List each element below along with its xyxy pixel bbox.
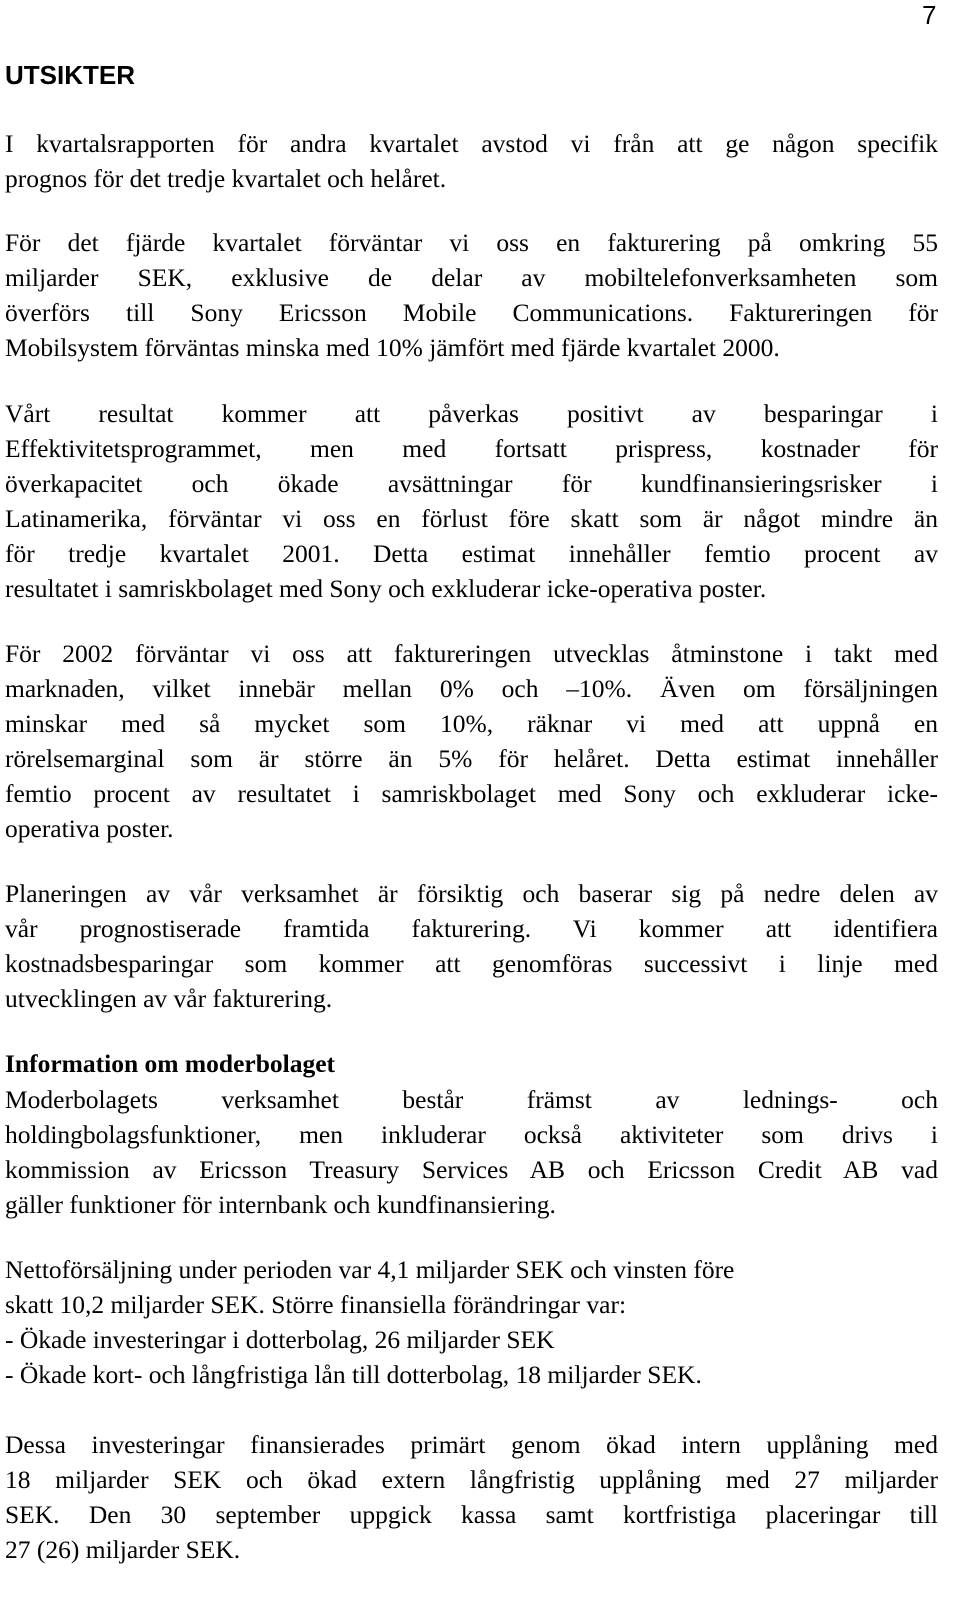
list-item: - Ökade kort- och långfristiga lån till dotterbolag, 18 miljarder SEK. xyxy=(5,1360,702,1389)
text-line: resultatet i samriskbolaget med Sony och exkluderar icke-operativa poster. xyxy=(5,574,767,603)
text-line: utvecklingen av vår fakturering. xyxy=(5,984,333,1013)
text-line: Dessa investeringar finansierades primärt genom ökad intern upplåning med xyxy=(5,1430,938,1459)
text-line: gäller funktioner för internbank och kundfinansiering. xyxy=(5,1190,556,1219)
text-line: För det fjärde kvartalet förväntar vi oss en fakturering på omkring 55 xyxy=(5,228,938,257)
paragraph-3 xyxy=(5,396,938,606)
text-line: 27 (26) miljarder SEK. xyxy=(5,1535,241,1564)
paragraph-2 xyxy=(5,225,938,365)
text-line: kommission av Ericsson Treasury Services AB och Ericsson Credit AB vad xyxy=(5,1155,938,1184)
text-line: holdingbolagsfunktioner, men inkluderar också aktiviteter som drivs i xyxy=(5,1120,938,1149)
paragraph-6 xyxy=(5,1082,938,1222)
text-line: marknaden, vilket innebär mellan 0% och –10%. Även om försäljningen xyxy=(5,674,938,703)
text-line: överkapacitet och ökade avsättningar för kundfinansieringsrisker i xyxy=(5,469,938,498)
text-line: I kvartalsrapporten för andra kvartalet avstod vi från att ge någon specifik xyxy=(5,129,938,158)
text-line: operativa poster. xyxy=(5,814,174,843)
paragraph-4 xyxy=(5,636,938,846)
paragraph-7 xyxy=(5,1252,734,1392)
text-line: miljarder SEK, exklusive de delar av mobiltelefonverksamheten som xyxy=(5,263,938,292)
text-line: vår prognostiserade framtida fakturering. Vi kommer att identifiera xyxy=(5,914,938,943)
text-line: rörelsemarginal som är större än 5% för helåret. Detta estimat innehåller xyxy=(5,744,938,773)
paragraph-5 xyxy=(5,876,938,1016)
page-number: 7 xyxy=(922,0,937,30)
paragraph-8 xyxy=(5,1427,938,1567)
text-line: kostnadsbesparingar som kommer att genomföras successivt i linje med xyxy=(5,949,938,978)
text-line: Mobilsystem förväntas minska med 10% jämfört med fjärde kvartalet 2000. xyxy=(5,333,780,362)
text-line: SEK. Den 30 september uppgick kassa samt kortfristiga placeringar till xyxy=(5,1500,938,1529)
text-line: För 2002 förväntar vi oss att faktureringen utvecklas åtminstone i takt med xyxy=(5,639,938,668)
text-line: Vårt resultat kommer att påverkas positivt av besparingar i xyxy=(5,399,938,428)
text-line: skatt 10,2 miljarder SEK. Större finansiella förändringar var: xyxy=(5,1290,627,1319)
subheading: Information om moderbolaget xyxy=(5,1049,336,1078)
section-heading: UTSIKTER xyxy=(5,60,135,90)
list-item: - Ökade investeringar i dotterbolag, 26 miljarder SEK xyxy=(5,1325,555,1354)
text-line: Latinamerika, förväntar vi oss en förlust före skatt som är något mindre än xyxy=(5,504,938,533)
text-line: Nettoförsäljning under perioden var 4,1 miljarder SEK och vinsten före xyxy=(5,1255,735,1284)
text-line: för tredje kvartalet 2001. Detta estimat innehåller femtio procent av xyxy=(5,539,938,568)
text-line: femtio procent av resultatet i samriskbolaget med Sony och exkluderar icke- xyxy=(5,779,938,808)
paragraph-1 xyxy=(5,126,938,196)
text-line: prognos för det tredje kvartalet och helåret. xyxy=(5,164,447,193)
text-line: minskar med så mycket som 10%, räknar vi med att uppnå en xyxy=(5,709,938,738)
text-line: Effektivitetsprogrammet, men med fortsatt prispress, kostnader för xyxy=(5,434,938,463)
text-line: Moderbolagets verksamhet består främst av lednings- och xyxy=(5,1085,938,1114)
text-line: Planeringen av vår verksamhet är försiktig och baserar sig på nedre delen av xyxy=(5,879,938,908)
text-line: överförs till Sony Ericsson Mobile Communications. Faktureringen för xyxy=(5,298,938,327)
text-line: 18 miljarder SEK och ökad extern långfristig upplåning med 27 miljarder xyxy=(5,1465,938,1494)
